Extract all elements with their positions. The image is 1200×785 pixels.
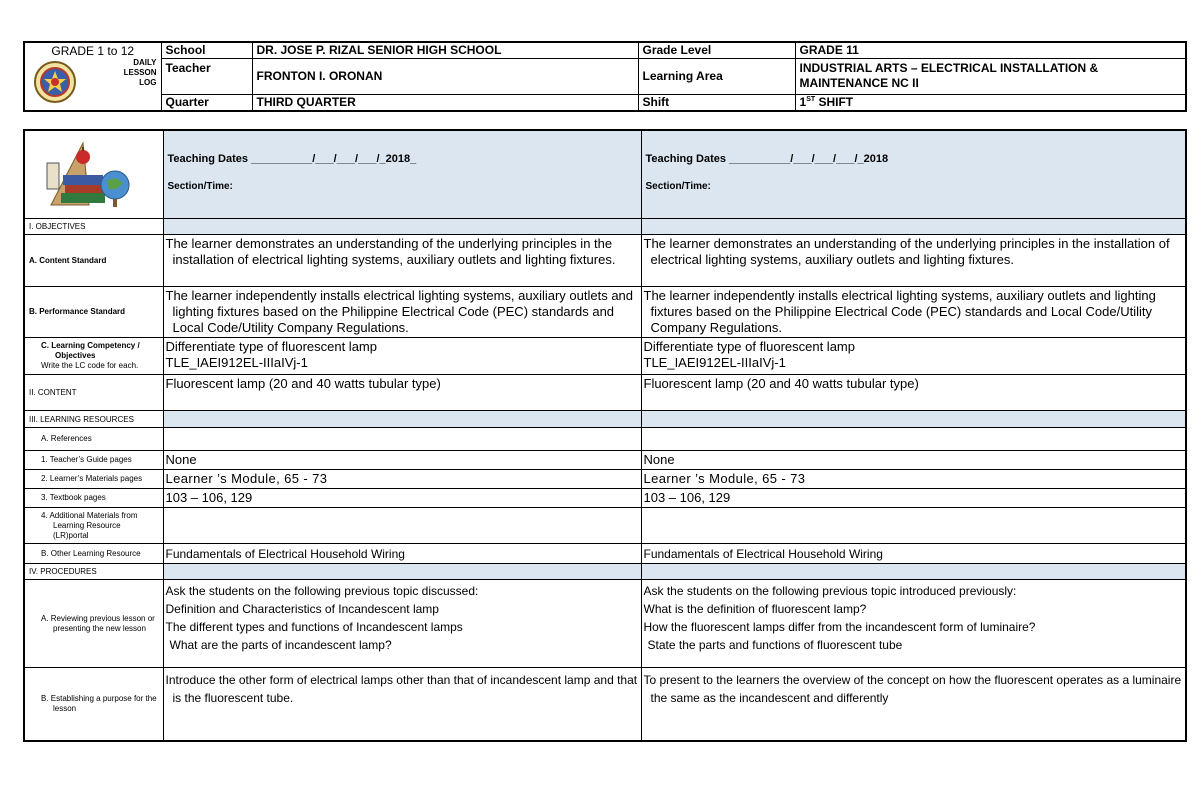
dll-line: LESSON <box>123 68 157 77</box>
daily-lesson-log-label <box>124 58 157 88</box>
col2-lm-pages: Learner ’s Module, 65 - 73 <box>641 470 1186 489</box>
col1-purpose-text: Introduce the other form of electrical lamps other than that of incandescent lamp and that is the fluorescent tube. <box>165 673 638 705</box>
performance-standard-label: B. Performance Standard <box>24 287 163 338</box>
col2-competency-code: TLE_IAEI912EL-IIIaIVj-1 <box>643 355 786 370</box>
col2-purpose <box>641 668 1186 742</box>
other-resource-label: B. Other Learning Resource <box>24 544 163 564</box>
shift-num: 1 <box>799 95 807 110</box>
competency-label-line: Write the LC code for each. <box>41 361 139 370</box>
purpose-label-line: B. Establishing a purpose for the <box>41 694 157 703</box>
shift-label: Shift <box>638 94 795 111</box>
col1-resources-band <box>163 411 641 428</box>
school-supplies-icon <box>43 135 135 211</box>
competency-label <box>24 338 163 375</box>
col1-performance-standard-text: The learner independently installs electrical lighting systems, auxiliary outlets and lighting fixtures based on the Philippine Electrical Code (PEC) standards and Local Code/Utility Company Regulations. <box>165 288 634 335</box>
procedures-heading: IV. PROCEDURES <box>24 564 163 580</box>
col1-purpose <box>163 668 641 742</box>
deped-seal-icon <box>33 60 77 104</box>
dll-line: DAILY <box>133 58 157 67</box>
col2-teaching-dates: Teaching Dates __________/___/___/___/_2018 <box>645 153 889 165</box>
content-standard-label: A. Content Standard <box>24 235 163 287</box>
school-value: DR. JOSE P. RIZAL SENIOR HIGH SCHOOL <box>252 42 638 58</box>
shift-rest: SHIFT <box>815 95 854 110</box>
grade-level-label: Grade Level <box>638 42 795 58</box>
col1-other-resource: Fundamentals of Electrical Household Wiring <box>163 544 641 564</box>
teacher-value: FRONTON I. ORONAN <box>252 58 638 94</box>
grade-level-value: GRADE 11 <box>795 42 1186 58</box>
col2-purpose-text: To present to the learners the overview of the concept on how the fluorescent operates as a luminaire the same as the incandescent and differently <box>643 673 1182 705</box>
clipart-cell <box>24 130 163 219</box>
col2-content-standard <box>641 235 1186 287</box>
col2-review-line: State the parts and functions of fluorescent tube <box>647 638 903 652</box>
col2-references <box>641 428 1186 451</box>
col1-procedures-band <box>163 564 641 580</box>
objectives-heading: I. OBJECTIVES <box>24 219 163 235</box>
learning-resources-heading: III. LEARNING RESOURCES <box>24 411 163 428</box>
col2-competency <box>641 338 1186 375</box>
col2-content-standard-text: The learner demonstrates an understanding of the underlying principles in the installation of electrical lighting systems, auxiliary outlets and lighting fixtures. <box>643 236 1170 267</box>
shift-value <box>795 94 1186 111</box>
teacher-label: Teacher <box>161 58 252 94</box>
col1-review-line: Definition and Characteristics of Incandescent lamp <box>165 602 439 616</box>
learning-area-value: INDUSTRIAL ARTS – ELECTRICAL INSTALLATION & MAINTENANCE NC II <box>795 58 1186 94</box>
additional-label-line: (LR)portal <box>53 530 89 540</box>
col1-review <box>163 580 641 668</box>
col1-competency-text: Differentiate type of fluorescent lamp <box>165 339 377 354</box>
textbook-pages-label: 3. Textbook pages <box>24 489 163 508</box>
col2-review-line: What is the definition of fluorescent lamp? <box>643 602 867 616</box>
school-label: School <box>161 42 252 58</box>
col1-objectives-band <box>163 219 641 235</box>
col2-tg-pages: None <box>641 451 1186 470</box>
col2-dates-cell <box>641 130 1186 219</box>
col2-objectives-band <box>641 219 1186 235</box>
additional-label-line: Learning Resource <box>53 520 121 530</box>
competency-label-line: C. Learning Competency / <box>41 341 140 350</box>
content-label: II. CONTENT <box>24 375 163 411</box>
col1-textbook-pages: 103 – 106, 129 <box>163 489 641 508</box>
col1-references <box>163 428 641 451</box>
col1-lm-pages: Learner ’s Module, 65 - 73 <box>163 470 641 489</box>
review-label-line: A. Reviewing previous lesson or <box>41 613 155 623</box>
review-label-line: presenting the new lesson <box>53 623 146 633</box>
logo-cell <box>24 58 161 111</box>
col2-review-line: How the fluorescent lamps differ from the incandescent form of luminaire? <box>643 620 1036 634</box>
col2-procedures-band <box>641 564 1186 580</box>
col1-content: Fluorescent lamp (20 and 40 watts tubular type) <box>163 375 641 411</box>
col2-review-line: Ask the students on the following previous topic introduced previously: <box>643 584 1017 598</box>
col1-teaching-dates: Teaching Dates __________/___/___/___/_2018_ <box>167 153 417 165</box>
header-table <box>23 41 1187 112</box>
col2-textbook-pages: 103 – 106, 129 <box>641 489 1186 508</box>
col2-review <box>641 580 1186 668</box>
lesson-log-table <box>23 129 1187 742</box>
col1-review-line: The different types and functions of Incandescent lamps <box>165 620 463 634</box>
col1-performance-standard <box>163 287 641 338</box>
shift-sup: ST <box>806 96 816 104</box>
col1-competency-code: TLE_IAEI912EL-IIIaIVj-1 <box>165 355 308 370</box>
col2-additional-materials <box>641 508 1186 544</box>
review-label <box>24 580 163 668</box>
col1-review-line: What are the parts of incandescent lamp? <box>169 638 392 652</box>
learning-area-label: Learning Area <box>638 58 795 94</box>
tg-pages-label: 1. Teacher’s Guide pages <box>24 451 163 470</box>
col1-content-standard <box>163 235 641 287</box>
col1-content-standard-text: The learner demonstrates an understanding of the underlying principles in the installation of electrical lighting systems, auxiliary outlets and lighting fixtures. <box>165 236 616 267</box>
quarter-value: THIRD QUARTER <box>252 94 638 111</box>
col2-resources-band <box>641 411 1186 428</box>
col2-performance-standard <box>641 287 1186 338</box>
competency-label-line: Objectives <box>55 351 96 360</box>
purpose-label-line: lesson <box>53 704 77 713</box>
col2-content: Fluorescent lamp (20 and 40 watts tubular type) <box>641 375 1186 411</box>
col2-other-resource: Fundamentals of Electrical Household Wiring <box>641 544 1186 564</box>
col1-additional-materials <box>163 508 641 544</box>
col1-dates-cell <box>163 130 641 219</box>
quarter-label: Quarter <box>161 94 252 111</box>
col1-competency <box>163 338 641 375</box>
col1-section-time: Section/Time: <box>167 181 233 192</box>
additional-label-line: 4. Additional Materials from <box>41 510 138 520</box>
grade-range: GRADE 1 to 12 <box>24 42 161 58</box>
dll-line: LOG <box>139 78 157 87</box>
purpose-label <box>24 668 163 742</box>
references-label: A. References <box>24 428 163 451</box>
col2-section-time: Section/Time: <box>645 181 711 192</box>
col2-competency-text: Differentiate type of fluorescent lamp <box>643 339 855 354</box>
col1-review-line: Ask the students on the following previous topic discussed: <box>165 584 479 598</box>
col1-tg-pages: None <box>163 451 641 470</box>
lm-pages-label: 2. Learner’s Materials pages <box>24 470 163 489</box>
col2-performance-standard-text: The learner independently installs electrical lighting systems, auxiliary outlets and lighting fixtures based on the Philippine Electrical Code (PEC) standards and Local Code/Utility Company Regulations. <box>643 288 1156 335</box>
additional-materials-label <box>24 508 163 544</box>
